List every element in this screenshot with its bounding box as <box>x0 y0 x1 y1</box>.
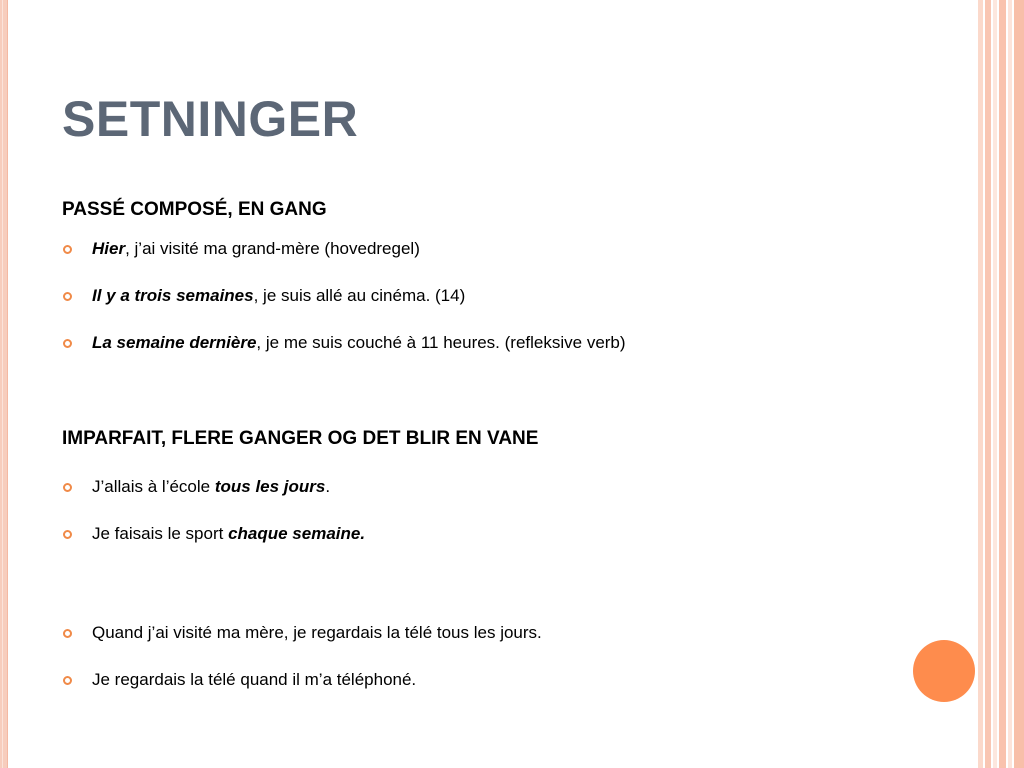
slide-content <box>62 196 942 692</box>
list-item: Je regardais la télé quand il m’a téléphoné. <box>62 668 942 692</box>
right-stripe <box>1008 0 1012 768</box>
right-stripe <box>985 0 991 768</box>
list-item: Quand j’ai visité ma mère, je regardais la télé tous les jours. <box>62 621 942 645</box>
bullet-icon <box>63 676 72 685</box>
bullet-icon <box>63 530 72 539</box>
left-border <box>0 0 8 768</box>
right-stripe <box>978 0 983 768</box>
list-item: Il y a trois semaines, je suis allé au cinéma. (14) <box>62 284 942 308</box>
bullet-list <box>62 475 942 546</box>
slide-title: SETNINGER <box>62 91 359 147</box>
bullet-list <box>62 621 942 692</box>
bullet-icon <box>63 245 72 254</box>
section-heading-imparfait: IMPARFAIT, FLERE GANGER OG DET BLIR EN VANE <box>62 428 539 449</box>
list-item: Hier, j’ai visité ma grand-mère (hovedregel) <box>62 237 942 261</box>
right-stripe <box>1014 0 1024 768</box>
bullet-icon <box>63 339 72 348</box>
right-stripe <box>993 0 997 768</box>
bullet-icon <box>63 292 72 301</box>
bullet-list <box>62 237 942 355</box>
right-stripe <box>999 0 1006 768</box>
decorative-circle <box>913 640 975 702</box>
list-item: J’allais à l’école tous les jours. <box>62 475 942 499</box>
bullet-icon <box>63 629 72 638</box>
section-heading-passe-compose: PASSÉ COMPOSÉ, EN GANG <box>62 199 327 220</box>
list-item: Je faisais le sport chaque semaine. <box>62 522 942 546</box>
list-item: La semaine dernière, je me suis couché à 11 heures. (refleksive verb) <box>62 331 942 355</box>
bullet-icon <box>63 483 72 492</box>
